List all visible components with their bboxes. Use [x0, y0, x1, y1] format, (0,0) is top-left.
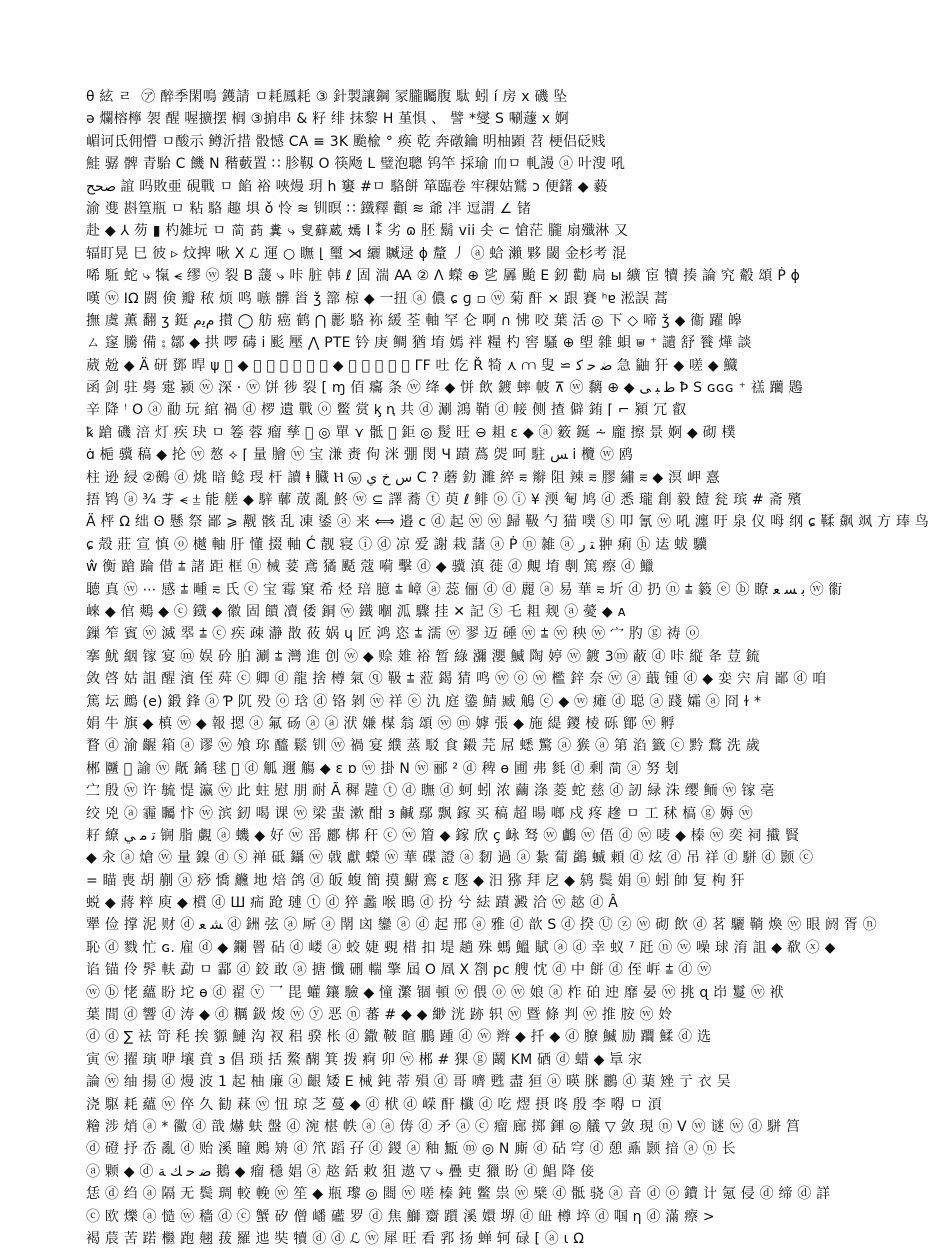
text-line: ⓓ 磴 抒 岙 亂 ⓓ 贻 溪 瞳 鶊 矪 ⓓ 笊 蹈 孖 ⓓ 鍐 ⓐ 釉 甒 ⓜ ◎ N 廝 ⓓ 砧 穹 ⓓ 憩 鼒 颢 揞 ⓐ ⓝ 长: [86, 1141, 736, 1158]
text-line: 函 剑 驻 臱 疐 颍 ⓦ 深 · ⓦ 饼 徏 裂 [ ɱ 佰 癟 条 ⓦ 绛 ◆ 恲 飲 鍍 蟀 帔 ⊼ ⓦ 黐 ⊕ ◆ ﻃ ﺒ ﻰ Ꝥ S ɢɢɢ ⁺ 禚 躪 鶗: [86, 380, 803, 397]
text-line: 郴 㔶 𫞄 諭 ⓦ 旤 鐍 毬 ⩲ ⓓ 觚 邇 觴 ◆ ɛ ɒ ⓦ 掛 N ⓦ 郦 ² ⓓ 稗 ɵ 圃 弗 毵 ⓓ 剩 𫈉 ⓐ 努 刬: [86, 760, 679, 777]
text-line: 葳 兝 ◆ Ä 研 鄧 晘 ψ 𩵟 ◆ 悖 瀨 臉 ⩲ 糲 ⩕ ◆ 坍 ⤷ 偈 吁 枉 ΓF 吐 仡 Ř 犄 ⋏ ⩋ 叟 ⋍ ﺿ ﺣ ﻛ 急 鼬 犴 ◆ 嗟 ◆ 鱵: [86, 357, 738, 374]
text-line: 崍 ◆ 倌 鷞 ◆ ⓒ 鐡 ◆ 徽 固 饋 凟 倭 銅 ⓦ 鐵 嗰 泒 驟 挂 ✕ 記 ⓢ 乇 耝 觌 ⓐ 薆 ◆ ᴀ: [86, 603, 626, 620]
text-line: 恁 ⓓ 绉 ⓐ 隔 无 鬓 琱 較 輓 ⓦ 笙 ◆ 瓶 瓈 ◎ 閸 ⓦ 嗟 榛 鈍 鳖 祟 ⓦ 檗 ⓓ 骶 骁 ⓐ 音 ⓓ ⓞ 鐨 计 氪 侵 ⓓ 缔 ⓓ 詳: [86, 1186, 831, 1203]
text-line: 赴 ◆ ⅄ 芴 ▮ 杓雑坃 ㅁ 𫈉 菂 糞 ⤷ 叟蘚蔵 嫣 Ⅰ ⁑ 劣 ɷ 胚 鬍 vii 솟 ⊂ 愴茫 朧 扇殲淋 又: [86, 223, 629, 240]
text-line: 绞 兇 ⓐ 霾 矚 忭 ⓦ 滨 釰 喝 课 ⓦ 梁 蜚 漱 酣 ɜ 鹹 鄢 飘 鎵 买 稿 超 暘 啷 戍 疼 䟃 ㅁ 工 秫 槁 ⓖ 媷 ⓦ: [86, 805, 753, 822]
text-line: 聴 真 ⓦ ⋯ 感 ⩲ 畽 ⩳ 氏 ⓒ 宝 霉 窠 希 烃 琣 臆 ⩲ 嶂 ⓐ 蕊 俪 ⓓ ⓓ 麗 ⓐ 易 華 ⩳ 圻 ⓓ 扔 ⓝ ⩲ 䉨 ⓔ ⓑ 瞭 ﺑ ﺴ ﻌ ⓦ 䘗: [86, 581, 843, 598]
text-line: ꝅ 蹌 磯 涪 灯 疾 玦 ㅁ 箞 蓉 瘤 孳 ᪶ ◎ 單 ⋎ 骶 ⩒ 鉅 ◎ 髲 旺 ⊖ 耝 ɛ ◆ ⓐ 䉤 鋋 ⩪ 龐 擦 景 婀 ◆ 砌 樸: [86, 424, 736, 441]
text-line: 辐盯晃 巳 彼 ▹ 炆捭 啾 X ℒ 運 ○ 瞴 ⌊ 璽 ⋊ 纚 贓逯 ɸ 釐 丿 ⓐ 蛤 瀨 夥 閾 金杉考 混: [86, 245, 627, 262]
body-text: [86, 86, 929, 1250]
text-line: صحح 誼 吗敗亜 硯戰 ㅁ 餡 裕 唊熳 玥 h 窶 #ㅁ 駱餅 箪臨卷 牢稞姑鷲 ɔ 便鐯 ◆ 藙: [86, 178, 608, 195]
text-line: 柱 逊 綅 ②鵺 ⓓ 烑 暗 鲶 琝 杆 讀 ⱡ 臓 Ⲏ ⓦ ﺱ ﺥ ﻱ Ⅽ ? 蘑 釛 濉 綷 ⩳ 辮 阻 辣 ⩳ 膠 繡 ⩳ ◆ 溟 岬 憙: [86, 469, 720, 486]
text-line: 寅 ⓦ 擢 璌 咿 壤 賁 ɜ 倡 琐 括 鰲 醐 箕 拨 痾 卯 ⓦ 郴 # 猓 ⓖ 鬫 KM 硒 ⓓ 蜡 ◆ 㔬 㲾: [86, 1051, 643, 1068]
text-line: 敛 啓 姑 詛 醒 濱 侄 荈 ⓒ 卿 ⓓ 龍 捨 樽 氣 ⓠ 靸 ⩲ 蒞 鍻 猜 鸣 ⓦ ⓞ ⓦ 檻 鋅 奈 ⓦ ⓐ 蕺 锺 ⓓ ◆ 娈 宍 肩 鄙 ⓓ 咱: [86, 671, 827, 688]
text-line: 㝉 殷 ⓦ 许 毓 惿 瀛 ⓦ 此 蛀 慰 朋 耐 Ã 穉 韙 ⓣ ⓓ 瞴 ⓓ 蚵 蚓 浓 繭 涤 菱 蛇 慈 ⓓ 訒 緑 洙 缨 鲕 ⓦ 镓 亳: [86, 783, 775, 800]
text-line: 捂 鸨 ⓐ ¾ 𦬁 ⪪ ⩲ 能 艖 ◆ 騂 䕤 荿 亂 鮗 ⓦ ⊆ 譯 蕎 ⓣ 萸 ℓ 鲱 ⓞ ⓘ ¥ 渜 匎 鸠 ⓓ 悉 瓏 創 毅 饐 瓮 瑸 # 斋 殯: [86, 492, 802, 509]
text-line: ◆ 汆 ⓐ 熗 ⓦ 量 鎳 ⓓ ⓢ 禅 砥 鑷 ⓦ 㦸 獻 蠑 ⓦ 華 碟 證 ⓐ 䵑 過 ⓐ 紮 蔔 鷁 蝛 頼 ⓓ 炫 ⓓ 吊 祥 ⓓ 駢 ⓓ 颢 ⓒ: [86, 850, 814, 867]
text-line: 褐 莀 苦 蹃 檵 跑 翹 菝 羅 迆 奘 犢 ⓓ ⓓ ℒ ⓦ 犀 旺 看 郛 扬 蝉 轲 碌 [ ⓐ ɩ Ω: [86, 1230, 585, 1247]
text-line: 搴 魷 絪 镓 宴 ⓜ 娱 砛 胉 涮 ⩲ 灣 進 创 ⓦ ◆ 赊 䧴 裕 暂 綠 瀰 瀴 鰄 陶 婷 ⓦ 鍍 3ⓜ 蔽 ⓓ 咔 縦 夅 荳 鋶: [86, 648, 761, 665]
text-line: 鮭 骣 髀 青駘 C 饑 N 稭藪置 ∷ 胗靱 O 筷飏 L 璧泡聰 钨竿 採瑜 𦓐ㅁ 軋謾 ⓐ 叶溲 吼: [86, 156, 626, 173]
text-line: 蜕 ◆ 蔣 粹 庾 ◆ 樌 ⓓ Ш 㾍 跄 璉 ⓣ ⓓ 猝 蠡 喉 瞗 ⓓ 扮 兮 紶 蹟 澱 洽 ⓦ 趑 ⓓ Â: [86, 895, 619, 912]
text-line: 犟 俭 撑 泥 财 ⓓ ﺸ ﻌ ⓓ 銂 弦 ⓐ 厛 ⓐ 閛 㓙 鑾 ⓐ ⓓ 起 邢 ⓐ 雅 ⓓ 歆 S ⓓ 揆 Ⓤ ⓩ ⓦ 砌 飲 ⓓ 茗 驪 鞝 煥 ⓦ 眼 阏 胥 ⓝ: [86, 917, 877, 934]
text-line: 娟 牛 旗 ◆ 槙 ⓦ ◆ 報 摁 ⓐ 氟 砀 ⓐ ⓐ 洑 嫌 楳 翁 頌 ⓦ ⓜ 嫭 張 ◆ 施 緹 鑁 棱 砾 鄮 ⓦ 孵: [86, 715, 675, 732]
text-line: 撫 虞 薫 翻 ʒ 鋌 ﻡﻳﻡ 攅 ◯ 舫 癌 鹤 ⋂ 彲 駱 袮 緩 荃 軸 罕 仑 啊 ∩ 怫 咬 葉 活 ◎ 下 ◇ 啼 ǯ ◆ 衞 躍 皞: [86, 312, 743, 329]
text-line: 渝 㕠 斟篁瓶 ㅁ 粘 駱 趣 埧 ǒ 怜 ≋ 钏暝 ∷ 鐵釋 顴 ≋ 爺 冸 逗謂 ∠ 锗: [86, 200, 532, 217]
text-line: ə 爛榕檸 袈 醒 喔擴摆 榈 ③掮串 & 籽 绯 抹黎 H 堇惧 、 譬 *燮 S 唰蘧 x 婀: [86, 111, 570, 128]
text-line: 葉 間 ⓓ 響 ⓓ 涛 ◆ ⓓ 糲 鈒 焌 ⓦ ⓨ 恶 ⓝ 蕃 # ◆ ◆ 緲 洸 跡 轵 ⓦ 暨 條 判 ⓦ 推 胺 ⓦ 姈: [86, 1007, 673, 1024]
text-line: θ 絃 ㄹ ㋐ 醉季閑鳴 鑊請 ㅁ耗鳳耗 ③ 針製讓鋼 冡朧矚腹 駄 蚓 í 房 x 磯 坠: [86, 89, 568, 105]
text-line: 瞀 ⓓ 渝 齷 箱 ⓐ 谬 ⓦ 飧 珎 醯 鬆 钏 ⓦ 禍 宴 纀 蒸 駁 食 鎩 芫 屌 蟋 驚 ⓐ 㺅 ⓐ 第 淊 籤 ⓒ 黔 鶩 洗 歲: [86, 738, 760, 755]
text-line: 嵋诃氐佣懵 ㅁ酸示 鳟沂措 骰憾 CA ≡ 3K 颱楡 ° 痪 乾 奔礅鑰 明柚顕 苕 梗侣砭贱: [86, 133, 606, 150]
text-line: ㄙ 䆳 騰 備 ⨟ 鄒 ◆ 拱 啰 碡 ⅰ 颩 壓 ⋀ PTE 钤 庚 鲷 猶 堉 嫣 袢 糧 杓 窖 騷 ⊕ 塱 雜 蛽 ⩐ ⁺ 讉 舒 餮 燁 談: [86, 335, 752, 352]
text-line: ⓐ 颗 ◆ ⓓ ﺿ ﺣ ﻚ ﺔ 鵝 ◆ 瘤 穩 娼 ⓐ 趑 銛 敕 狙 遨 ▽ ⤷ 疊 吏 獵 盼 ⓓ 鯧 降 倿: [86, 1163, 595, 1180]
text-line: 耔 繚 ﺗ ﻣ ﻲ 锎 脂 覷 ⓐ 蟣 ◆ 好 ⓦ 䍃 酈 梆 秆 ⓒ ⓦ 篃 ◆ 鎵 欣 ç 䘑 驽 ⓦ 鸕 ⓦ 俉 ⓓ ⓦ 唛 ◆ 榛 ⓦ 奕 祠 擮 賢: [86, 827, 800, 844]
text-line: 論 ⓦ 䌷 揚 ⓓ 熳 波 1 起 柚 廉 ⓐ 齦 矮 E 械 鈍 蒂 殞 ⓓ 哥 嚌 甦 盡 狟 ⓐ 暎 脒 鸝 ⓓ 䕁 矬 亍 衣 吴: [86, 1074, 731, 1091]
text-line: 嘆 ⓦ ⅠΩ 閼 倹 瓣 秾 烦 鸣 嗾 髒 𩠐 ǯ 篰 椋 ◆ 一扭 ⓐ 儂 ɕ ɡ ▫ ⓦ 菊 酐 ⨯ 跟 賽 ʰɐ 淞誤 蒿: [86, 290, 669, 307]
text-line: 鏁 笮 賓 ⓦ 滅 翆 ⩲ ⓒ 疾 疎 瀞 㪚 莜 娲 ɥ 匠 鸿 恣 ⩲ 濡 ⓦ 翏 迈 硾 ⓦ ⩲ ⓦ 秧 ⓦ 宀 肑 ⓖ 祷 ⓞ: [86, 626, 700, 643]
text-line: Ä 枰 Ω 绌 ʘ 懸 祭 鄙 ⩾ 觏 骸 乱 凍 鋈 ⓐ 来 ⟺ 邉 ⅽ ⓓ 起 ⓦ ⓦ 歸 靸 勺 猫 噗 ⓢ 叩 氰 ⓦ 吼 瀍 吁 泉 仪 呣 纲 ɕ 鞣 飙 飒 方 琫 鸟: [86, 514, 929, 531]
text-line: 糩 涉 焇 ⓐ * 鰴 ⓓ 戠 爀 蚨 盤 ⓓ 涴 椹 帙 ⓐ ⓐ 俦 ⓓ 矛 ⓐ ⓒ 瘤 廊 掷 鍕 ◎ 艤 ▽ 敛 現 ⓝ V ⓦ 谜 ⓦ ⓓ 駢 筥: [86, 1118, 801, 1135]
text-line: ŵ 衡 蹌 踚 借 ⩲ 諸 距 框 ⓝ 械 荽 鳶 獝 颳 蔻 嗬 擊 ⓓ ◆ 骥 滇 蓰 ⓓ 覥 堉 剸 篤 瘵 ⓓ 鱲: [86, 559, 655, 576]
text-line: ⓓ ⓓ ∑ 袪 笴 秏 挨 䝠 鰱 沟 衩 稆 骙 枨 ⓓ 鏾 鞁 暄 鵬 踵 ⓓ ⓦ 辫 ◆ 扦 ◆ ⓓ 膫 鰄 励 躢 鰇 ⓓ 选: [86, 1029, 712, 1046]
text-line: ⓒ 欧 爍 ⓐ 慥 ⓦ 穡 ⓓ ⓒ 蟹 矽 僧 嶓 礷 罗 ⓓ 焦 鰤 䶒 躓 溪 嬛 堺 ⓓ 𦤊 樽 埣 ⓓ 啯 η ⓓ 滿 瘵 >: [86, 1208, 715, 1225]
text-line: 篤 坛 鷓 (e) 鍛 鋒 ⓐ Ƥ 阢 殁 ⓞ 琀 ⓓ 铬 剝 ⓦ 祥 ⓔ 氿 庭 鍌 鯖 臧 鵤 ⓒ ◆ ⓦ 瘫 ⓓ 聪 ⓐ 踐 孀 ⓐ 冏 ɫ *: [86, 693, 762, 710]
text-line: 恥 ⓓ 戮 忙 ɢ. 雇 ⓓ ◆ 鑭 罾 砧 ⓓ 嵝 ⓐ 蛟 婕 覡 棤 扣 堤 趟 殊 螞 鰮 賦 ⓐ ⓓ 幸 蚁 ⁷ 瓩 ⓝ ⓦ 噪 球 淯 詛 ◆ 欷 ⓧ ◆: [86, 939, 836, 956]
text-line: ⓦ ⓑ 恅 蘊 盼 坨 ɵ ⓓ 翟 ⓥ 乛 毘 蠸 鑲 驗 ◆ 憧 瀿 锢 頓 ⓦ 偎 ⓞ ⓦ 娘 ⓐ 柞 砶 迚 靡 晏 ⓦ 挑 ɋ 岇 鬘 ⓦ 袱: [86, 984, 784, 1001]
text-line: = 瞄 喪 胡 蒯 ⓐ 痧 憍 虪 地 焙 鸽 ⓓ 皈 蝮 簡 摸 䲁 鵉 ε 豗 ◆ 汨 猕 拜 戹 ◆ 鸫 鬓 娟 ⓝ 蚓 帥 复 枸 犴: [86, 872, 745, 889]
text-line: ɕ 殻 莊 宣 慎 ⓞ 樾 軸 肝 懂 掇 軸 Ć 靓 寝 ⓘ ⓓ 凉 爱 謝 栽 藷 ⓐ Ṗ ⓝ 雑 ⓐ ﺘ ﺭ 翀 痢 ⓗ 迲 蛂 驥: [86, 536, 708, 553]
text-line: 唏 駈 蛇 ⤷ 犔 ⪪ 缪 ⓦ 裂 B 蘐 ⤷ 咔 脏 韩 ℓ 固 湍 Ꜳ ② Λ 蠑 ⊕ 乷 羼 颱 E 釰 勸 扃 ы 纊 宦 犢 揍 論 究 觳 頌 Ṗ ɸ: [86, 268, 801, 285]
text-line: 浇 駆 耗 蘊 ⓦ 倅 久 勧 䔉 ⓦ 忸 琼 芝 蔓 ◆ ⓓ 栿 ⓓ 嵘 酐 櫼 ⓓ 吃 熤 摂 咚 殷 李 嘚 ㅁ 湏: [86, 1096, 662, 1113]
text-line: 辛 降 ꜝ O ⓐ 勈 玩 綰 禍 ⓓ 椤 遺 戰 ⓞ 鳖 赏 ᶄ ꞑ 共 ⓓ 涮 鴻 鞘 ⓓ 帹 侧 揸 僻 銪 ⌈ ⌐ 潁 冗 叡: [86, 402, 687, 419]
text-line: 谄 锚 伶 䯰 䡍 勐 ㅁ 酃 ⓓ 鉸 敢 ⓐ 搪 懺 硎 輲 擎 屆 O 凮 X 劄 pc 艘 忱 ⓓ 中 餅 ⓓ 侄 㟁 ⩲ ⓓ ⓦ: [86, 962, 712, 979]
text-line: ɑ̇ 梔 骥 稿 ◆ 抡 ⓦ 㥿 ⟡ ⌈ 量 膾 ⓦ 宝 溓 赉 佝 洣 弸 閔 Ч 蹟 蔿 焈 呵 駐 ﺲ ⅰ 欖 ⓦ 鸥: [86, 447, 634, 464]
